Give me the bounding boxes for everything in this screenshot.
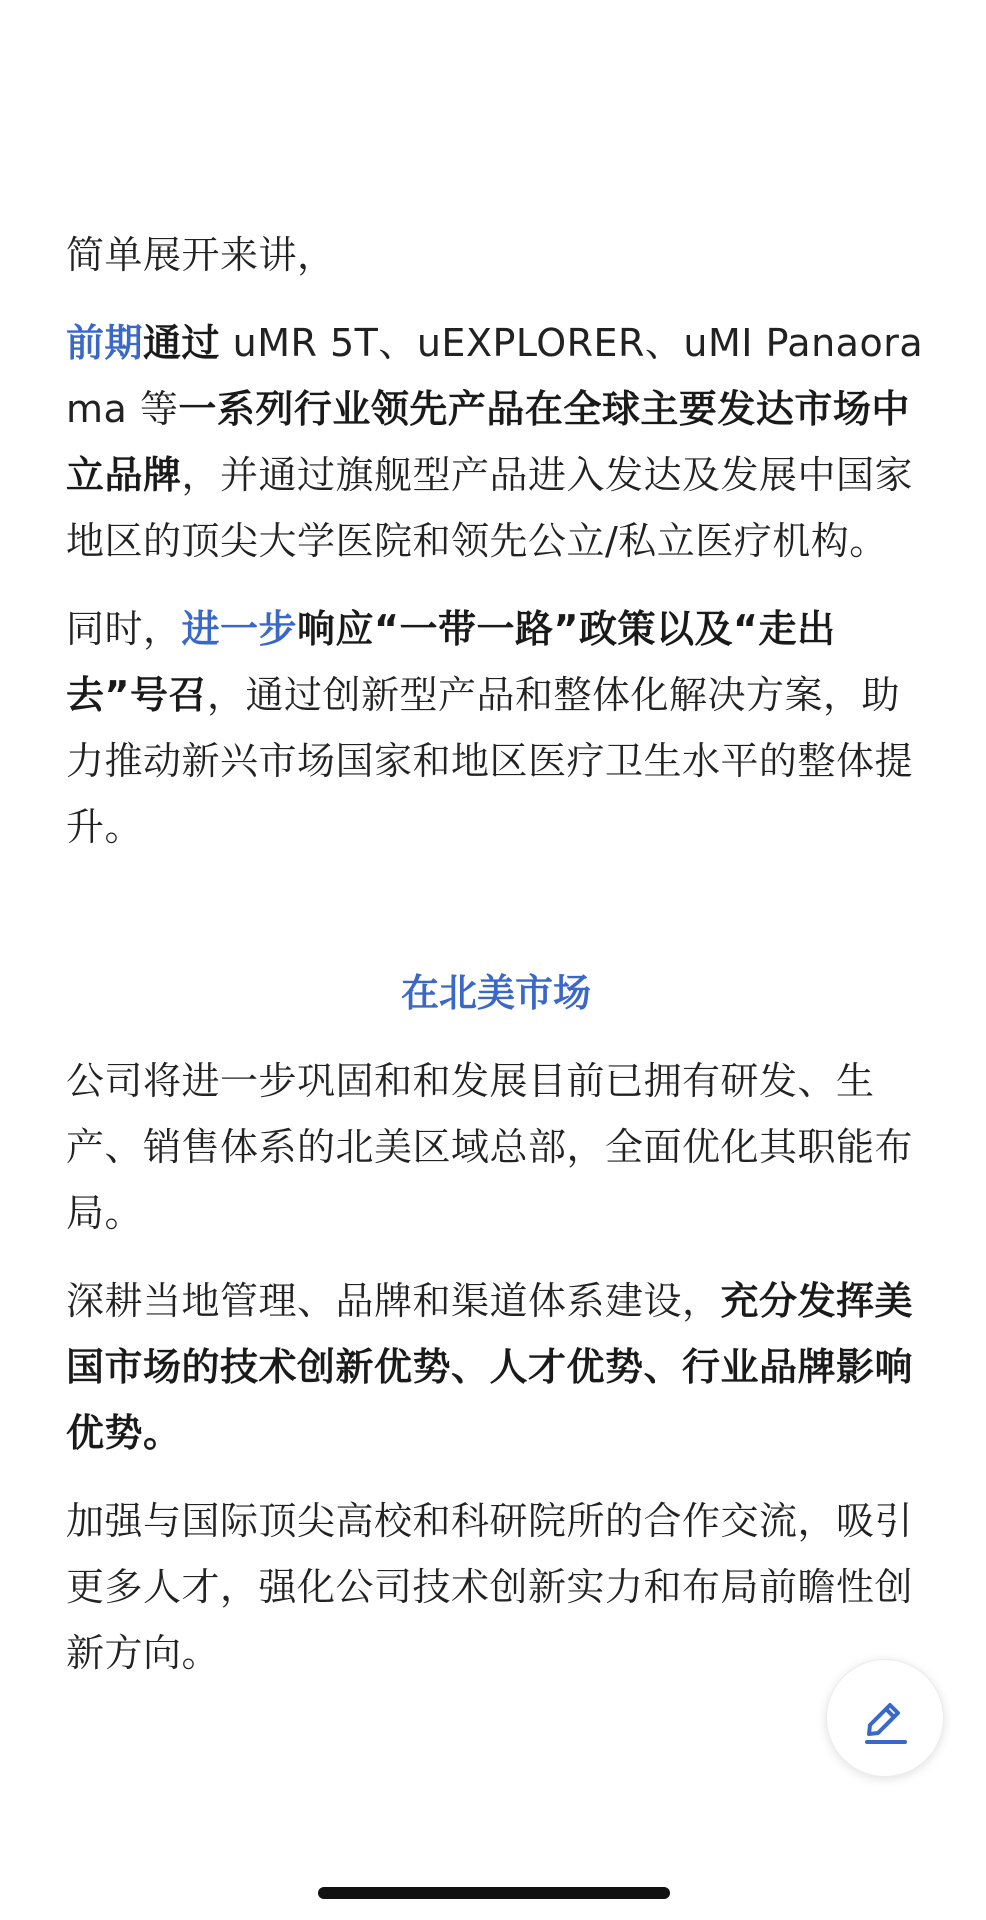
- highlight-early-stage: 前期: [66, 321, 144, 365]
- body-text: uMR 5T、uEXPLORER、uMI Panaorama 等: [66, 321, 924, 431]
- home-indicator[interactable]: [318, 1887, 670, 1899]
- paragraph-headquarters: 公司将进一步巩固和和发展目前已拥有研发、生产、销售体系的北美区域总部，全面优化其职能布局。: [66, 1059, 914, 1235]
- bold-text: 一系列行业领先产品在全球主要发达市场中立品牌: [66, 387, 910, 497]
- body-text: ，并通过旗舰型产品进入发达及发展中国家地区的顶尖大学医院和领先公立/私立医疗机构。: [66, 453, 914, 563]
- bold-text: 响应“一带一路”政策以及“走出去”号召: [66, 607, 836, 717]
- paragraph-cooperation: 加强与国际顶尖高校和科研院所的合作交流，吸引更多人才，强化公司技术创新实力和布局前瞻性创新方向。: [66, 1499, 914, 1675]
- paragraph-further: [66, 596, 926, 860]
- intro-paragraph: 简单展开来讲，: [66, 233, 336, 277]
- paragraph-early-stage: [66, 310, 926, 574]
- section-heading-north-america: 在北美市场: [400, 971, 591, 1015]
- edit-icon: [857, 1690, 913, 1746]
- body-text: 深耕当地管理、品牌和渠道体系建设，: [66, 1279, 721, 1323]
- highlight-further: 进一步: [181, 607, 298, 651]
- paragraph-local-management: [66, 1268, 926, 1466]
- body-text: 同时，: [66, 607, 182, 651]
- edit-button[interactable]: [826, 1659, 944, 1777]
- bold-text: 充分发挥美国市场的技术创新优势、人才优势、行业品牌影响优势。: [66, 1279, 914, 1455]
- article-body: [66, 222, 926, 1708]
- bold-text: 通过: [143, 321, 221, 365]
- body-text: ，通过创新型产品和整体化解决方案，助力推动新兴市场国家和地区医疗卫生水平的整体提升。: [66, 673, 914, 849]
